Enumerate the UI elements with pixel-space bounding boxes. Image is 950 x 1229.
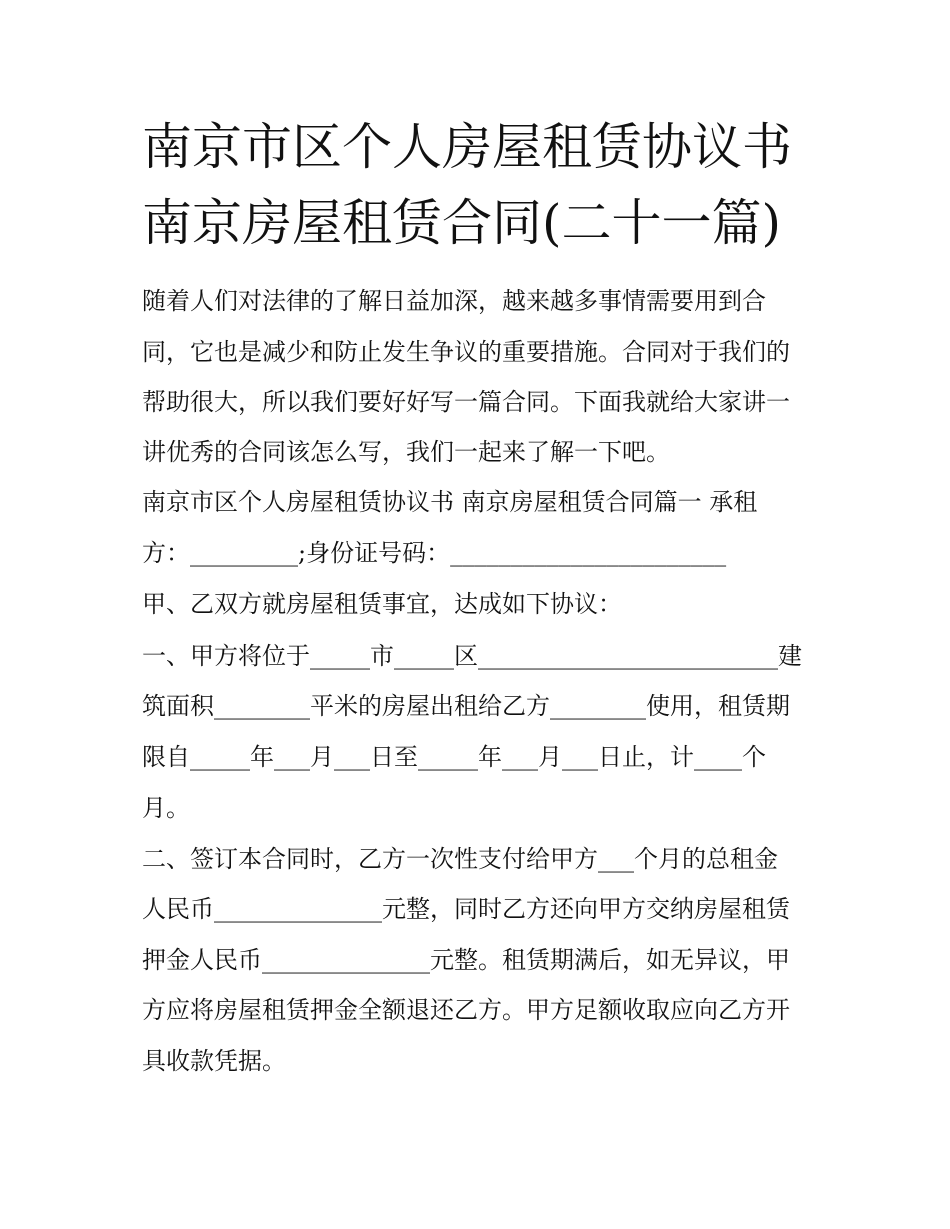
clause-2-line-5: 具收款凭据。 [142, 1047, 286, 1075]
clause-2-line-3: 押金人民币______________元整。租赁期满后，如无异议，甲 [142, 946, 790, 974]
intro-line-2: 同，它也是减少和防止发生争议的重要措施。合同对于我们的 [142, 338, 790, 366]
document-title-line-1: 南京市区个人房屋租赁协议书 [142, 118, 792, 176]
intro-line-3: 帮助很大，所以我们要好好写一篇合同。下面我就给大家讲一 [142, 388, 790, 416]
clause-1-line-4: 月。 [142, 794, 190, 822]
intro-line-1: 随着人们对法律的了解日益加深，越来越多事情需要用到合 [142, 287, 766, 315]
clause-1-line-3: 限自_____年___月___日至_____年___月___日止，计____个 [142, 743, 766, 771]
clause-2-line-2: 人民币______________元整，同时乙方还向甲方交纳房屋租赁 [142, 895, 790, 923]
tenant-id-line: 方：_________;身份证号码：_______________________ [142, 539, 727, 567]
agreement-intro-line: 甲、乙双方就房屋租赁事宜，达成如下协议： [142, 590, 622, 618]
clause-1-line-1: 一、甲方将位于_____市_____区_________________________建 [142, 642, 802, 670]
clause-1-line-2: 筑面积________平米的房屋出租给乙方________使用，租赁期 [142, 692, 790, 720]
intro-line-4: 讲优秀的合同该怎么写，我们一起来了解一下吧。 [142, 438, 670, 466]
document-title-line-2: 南京房屋租赁合同(二十一篇) [142, 194, 782, 252]
clause-2-line-1: 二、签订本合同时，乙方一次性支付给甲方___个月的总租金 [142, 845, 778, 873]
section-heading-line: 南京市区个人房屋租赁协议书 南京房屋租赁合同篇一 承租 [142, 488, 758, 516]
clause-2-line-4: 方应将房屋租赁押金全额退还乙方。甲方足额收取应向乙方开 [142, 996, 790, 1024]
